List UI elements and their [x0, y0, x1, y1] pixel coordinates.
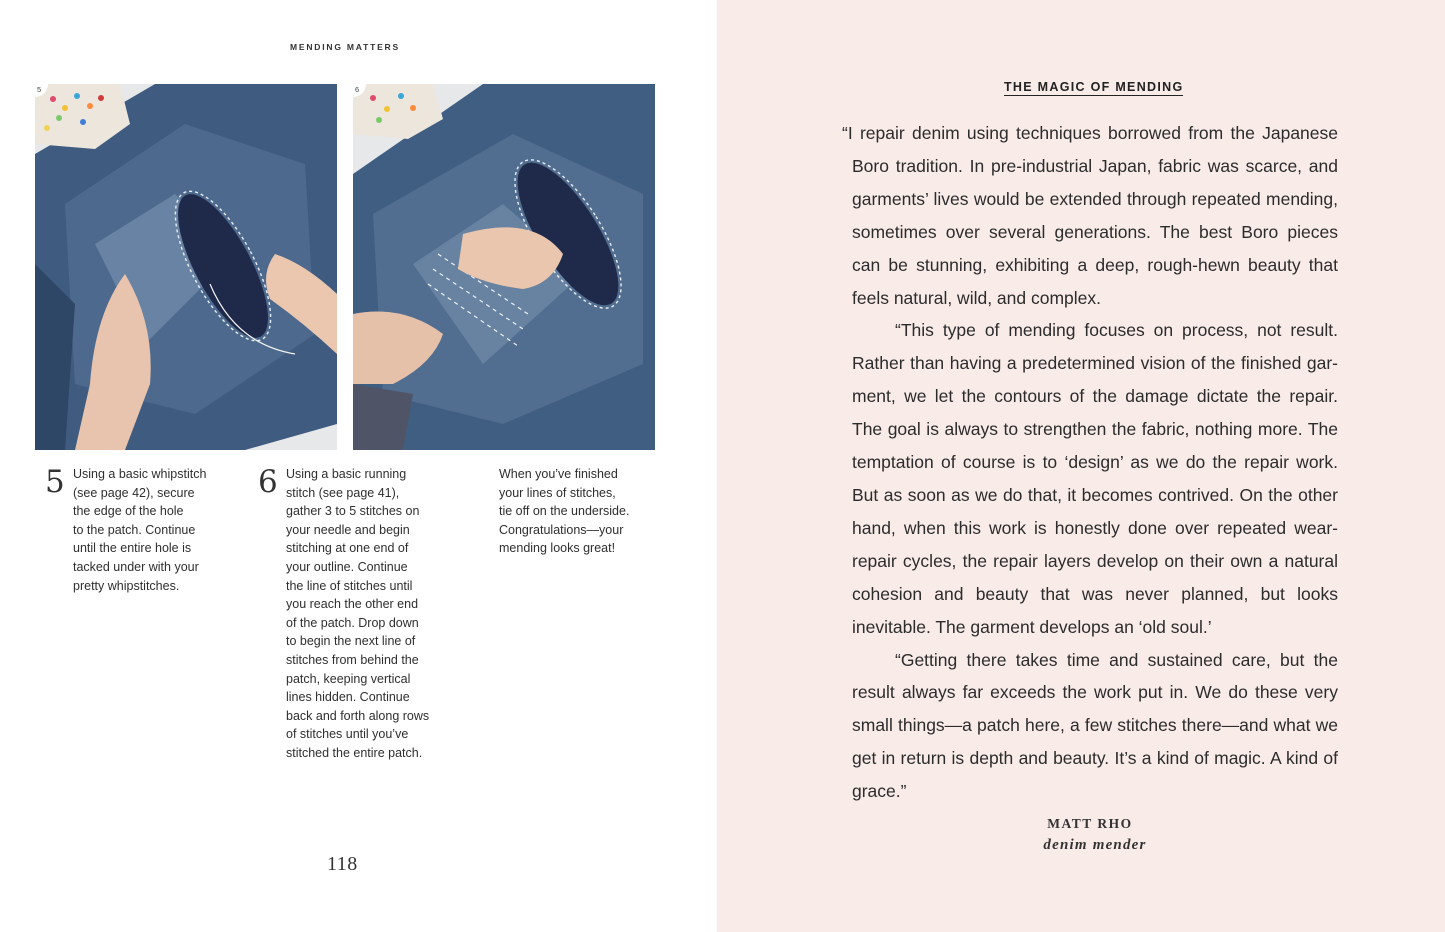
- quote-paragraph-1: “I repair denim using techniques borrowed from the Japanese Boro tradition. In pre-industrial Japan, fabric was scarce, and garments’ lives would be extended through repeated mending, sometimes over several generations. The best Boro pieces can be stunning, exhibiting a deep, rough-hewn beauty that feels natural, wild, and complex.: [842, 123, 1338, 308]
- step-6-line: stitch (see page 41),: [286, 485, 400, 500]
- step-6-line: your outline. Continue: [286, 559, 408, 574]
- step-6-line: your needle and begin: [286, 522, 410, 537]
- final-step-line: your lines of stitches,: [499, 485, 616, 500]
- step-5-number: 5: [45, 464, 65, 500]
- step-6-line: to begin the next line of: [286, 634, 416, 649]
- step-6-line: the line of stitches until: [286, 578, 413, 593]
- step-5-line: the edge of the hole: [73, 504, 184, 519]
- running-head: MENDING MATTERS: [290, 42, 400, 52]
- quote-paragraph-2: “This type of mending focuses on process, not result. Rather than having a predetermined vision of the finished gar-ment, we let the contours of the damage dictate the repair. The goal is always to strengthen the fabric, nothing more. The temptation of course is to ‘design’ as we do the repair work. But as soon as we do that, it becomes contrived. On the other hand, when this work is honestly done over repeated wear-repair cycles, the repair layers develop on their own a natural cohesion and beauty that was never planned, but looks inevitable. The garment develops an ‘old soul.’: [852, 320, 1338, 637]
- step-6-photo: [353, 84, 655, 450]
- step-6-line: lines hidden. Continue: [286, 690, 410, 705]
- step-6-line: Using a basic running: [286, 467, 407, 481]
- step-6-line: patch, keeping vertical: [286, 671, 411, 686]
- step-6-line: gather 3 to 5 stitches on: [286, 504, 420, 519]
- step-6-line: stitching at one end of: [286, 541, 409, 556]
- left-page: [0, 0, 717, 932]
- section-title: THE MAGIC OF MENDING: [1004, 80, 1184, 94]
- final-step-line: Congratulations—your: [499, 522, 624, 537]
- step-5-text: [73, 465, 206, 595]
- step-6-line: back and forth along rows: [286, 708, 430, 723]
- step-5-line: Using a basic whipstitch: [73, 467, 207, 481]
- final-step-line: When you’ve finished: [499, 467, 618, 481]
- attribution-role: denim mender: [1043, 837, 1147, 853]
- step-5-line: (see page 42), secure: [73, 485, 195, 500]
- step-5-photo: [35, 84, 337, 450]
- step-6-text: [286, 465, 429, 763]
- step-5-photo-illustration: [35, 84, 337, 450]
- step-5-photo-number: 5: [35, 84, 48, 97]
- step-6-photo-number: 6: [353, 84, 366, 97]
- final-step-text: [499, 465, 629, 558]
- step-6-line: you reach the other end: [286, 597, 419, 612]
- step-5-line: pretty whipstitches.: [73, 578, 180, 593]
- step-6-line: stitches from behind the: [286, 652, 419, 667]
- step-6-number: 6: [258, 464, 278, 500]
- step-5-line: to the patch. Continue: [73, 522, 196, 537]
- step-5-line: tacked under with your: [73, 559, 199, 574]
- step-6-line: stitched the entire patch.: [286, 745, 423, 760]
- quote-body: [840, 117, 1338, 808]
- attribution-name: MATT RHO: [1047, 816, 1133, 831]
- quote-paragraph-3: “Getting there takes time and sustained care, but the result always far exceeds the work put in. We do these very small things—a patch here, a few stitches there—and what we get in return is depth and beauty. It’s a kind of magic. A kind of grace.”: [852, 649, 1338, 802]
- final-step-line: mending looks great!: [499, 541, 616, 556]
- page-number: 118: [327, 853, 358, 875]
- step-5-line: until the entire hole is: [73, 541, 192, 556]
- step-6-photo-illustration: [353, 84, 655, 450]
- final-step-line: tie off on the underside.: [499, 504, 630, 519]
- step-6-line: of stitches until you’ve: [286, 727, 409, 742]
- step-6-line: of the patch. Drop down: [286, 615, 419, 630]
